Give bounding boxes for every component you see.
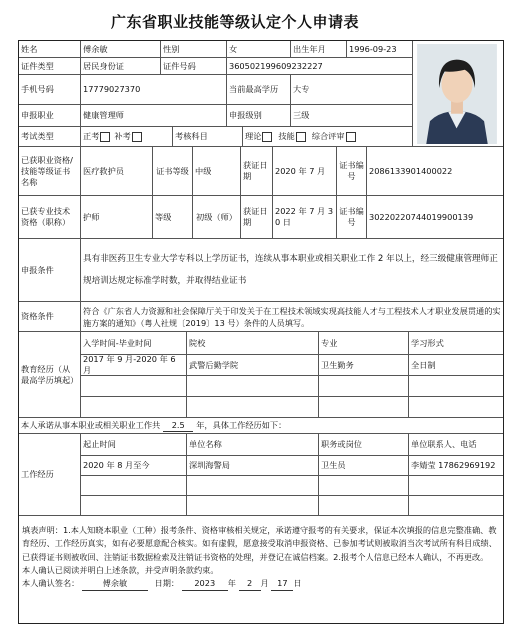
professional-title-label: 已获专业技术资格（职称）	[19, 196, 81, 239]
apply-condition-label: 申报条件	[19, 239, 81, 302]
application-form	[18, 40, 504, 624]
work-cell[interactable]: 李婧莹 17862969192	[409, 456, 503, 476]
declaration-section	[19, 516, 503, 623]
date-day-unit: 日	[293, 578, 302, 589]
work-cell[interactable]	[409, 476, 503, 496]
education-history-label: 教育经历（从最高学历填起）	[19, 332, 81, 418]
phone-value[interactable]: 17779027370	[81, 75, 227, 105]
work-cell[interactable]: 卫生员	[319, 456, 409, 476]
work-header-0: 起止时间	[81, 434, 187, 456]
professional-no-label: 证书编号	[337, 196, 367, 239]
signature-value[interactable]: 傅余敏	[82, 577, 148, 591]
work-cell[interactable]: 2020 年 8 月至今	[81, 456, 187, 476]
date-year-unit: 年	[227, 578, 236, 589]
applicant-photo	[415, 44, 499, 144]
apply-condition-content[interactable]: 具有非医药卫生专业大学专科以上学历证书，连续从事本职业或相关职业工作 2 年以上，经三级健康管理师正规培训达规定标准学时数，并取得结业证书	[81, 239, 503, 302]
qualification-no-label: 证书编号	[337, 147, 367, 196]
date-label: 日期：	[154, 578, 180, 589]
qualification-cert-label: 已获职业资格/技能等级证书名称	[19, 147, 81, 196]
theory-checkbox[interactable]	[262, 132, 272, 142]
date-month-unit: 月	[260, 578, 269, 589]
occupation-label: 申报职业	[19, 105, 81, 127]
birth-label: 出生年月	[291, 41, 347, 58]
phone-label: 手机号码	[19, 75, 81, 105]
work-cell[interactable]	[187, 496, 319, 516]
education-cell[interactable]: 2017 年 9 月-2020 年 6 月	[81, 355, 187, 376]
skill-label: 技能	[278, 131, 295, 141]
id-type-label: 证件类型	[19, 58, 81, 75]
id-number-value[interactable]: 360502199609232227	[227, 58, 413, 75]
gender-value[interactable]: 女	[227, 41, 291, 58]
subject-label: 考核科目	[173, 127, 243, 147]
qualification-condition-content[interactable]: 符合《广东省人力资源和社会保障厅关于印发关于在工程技术领域实现高技能人才与工程技术人才职业发展贯通的实施方案的通知》（粤人社规〔2019〕13 号）条件的人员填写。	[81, 302, 503, 332]
signature-label: 本人确认签名：	[22, 578, 80, 589]
review-label: 综合评审	[311, 131, 345, 141]
work-years-prefix: 本人承诺从事本职业或相关职业工作共	[21, 420, 161, 430]
education-cell[interactable]	[409, 397, 503, 418]
name-value[interactable]: 傅余敏	[81, 41, 161, 58]
declaration-text: 填表声明：1.本人知晓本职业（工种）报考条件、资格审核相关规定，承诺遵守报考的有关要求，保证本次填报的信息完整准确、教育经历、工作经历真实，如有必要愿意配合核实。如有虚假，愿意接受取消申报资格、已参加考试则被取消当次考试所有科目成绩、已获得证书则被收回、注销证书数据检索及注销证书资格的处理，并登记在诚信档案。2.报考个人信息已经本人确认，不再更改。	[22, 525, 497, 562]
work-cell[interactable]	[409, 496, 503, 516]
qualification-grade-value[interactable]: 中级	[193, 147, 241, 196]
education-cell[interactable]	[319, 397, 409, 418]
review-checkbox[interactable]	[346, 132, 356, 142]
subject-options	[243, 127, 413, 147]
professional-grade-label: 等级	[153, 196, 193, 239]
professional-no-value[interactable]: 30220220744019900139	[367, 196, 503, 239]
work-cell[interactable]	[319, 476, 409, 496]
work-years-suffix: 年，具体工作经历如下：	[196, 420, 287, 430]
skill-checkbox[interactable]	[296, 132, 306, 142]
education-cell[interactable]	[409, 376, 503, 397]
work-header-1: 单位名称	[187, 434, 319, 456]
makeup-label: 补考	[114, 131, 131, 141]
education-header-0: 入学时间-毕业时间	[81, 332, 187, 355]
work-history-label: 工作经历	[19, 434, 81, 516]
work-header-3: 单位联系人、电话	[409, 434, 503, 456]
work-header-2: 职务或岗位	[319, 434, 409, 456]
id-number-label: 证件号码	[161, 58, 227, 75]
date-year[interactable]: 2023	[182, 577, 228, 591]
professional-title-name[interactable]: 护师	[81, 196, 153, 239]
education-cell[interactable]	[81, 376, 187, 397]
theory-label: 理论	[245, 131, 262, 141]
work-years-line	[19, 418, 503, 434]
qualification-date-label: 获证日期	[241, 147, 273, 196]
education-cell[interactable]	[81, 397, 187, 418]
exam-type-label: 考试类型	[19, 127, 81, 147]
education-header-1: 院校	[187, 332, 319, 355]
exam-type-options	[81, 127, 173, 147]
education-level-label: 当前最高学历	[227, 75, 291, 105]
education-header-2: 专业	[319, 332, 409, 355]
date-month[interactable]: 2	[239, 577, 261, 591]
education-cell[interactable]: 全日制	[409, 355, 503, 376]
education-cell[interactable]: 卫生勤务	[319, 355, 409, 376]
qualification-date-value[interactable]: 2020 年 7 月	[273, 147, 337, 196]
work-cell[interactable]	[187, 476, 319, 496]
professional-date-label: 获证日期	[241, 196, 273, 239]
declaration-confirm: 本人确认已阅读并明白上述条款，并受声明条款约束。	[22, 564, 219, 575]
exam-type-value: 正考	[83, 131, 100, 141]
work-cell[interactable]	[81, 476, 187, 496]
id-type-value[interactable]: 居民身份证	[81, 58, 161, 75]
date-day[interactable]: 17	[271, 577, 293, 591]
education-header-3: 学习形式	[409, 332, 503, 355]
makeup-checkbox[interactable]	[132, 132, 142, 142]
birth-value[interactable]: 1996-09-23	[347, 41, 413, 58]
gender-label: 性别	[161, 41, 227, 58]
apply-level-value[interactable]: 三级	[291, 105, 413, 127]
name-label: 姓名	[19, 41, 81, 58]
qualification-cert-name[interactable]: 医疗救护员	[81, 147, 153, 196]
apply-level-label: 申报级别	[227, 105, 291, 127]
form-title: 广东省职业技能等级认定个人申请表	[110, 13, 359, 31]
education-level-value[interactable]: 大专	[291, 75, 413, 105]
qualification-condition-label: 资格条件	[19, 302, 81, 332]
occupation-value[interactable]: 健康管理师	[81, 105, 227, 127]
education-cell[interactable]: 武警后勤学院	[187, 355, 319, 376]
work-years-value[interactable]: 2.5	[163, 420, 193, 432]
education-cell[interactable]	[187, 376, 319, 397]
work-cell[interactable]: 深圳海警局	[187, 456, 319, 476]
professional-date-value[interactable]: 2022 年 7 月 30 日	[273, 196, 337, 239]
work-cell[interactable]	[319, 496, 409, 516]
education-cell[interactable]	[187, 397, 319, 418]
normal-exam-checkbox[interactable]	[100, 132, 110, 142]
qualification-no-value[interactable]: 2086133901400022	[367, 147, 503, 196]
photo-cell	[413, 41, 503, 147]
signature-line	[22, 577, 500, 591]
work-cell[interactable]	[81, 496, 187, 516]
education-cell[interactable]	[319, 376, 409, 397]
professional-grade-value[interactable]: 初级（师）	[193, 196, 241, 239]
qualification-grade-label: 证书等级	[153, 147, 193, 196]
